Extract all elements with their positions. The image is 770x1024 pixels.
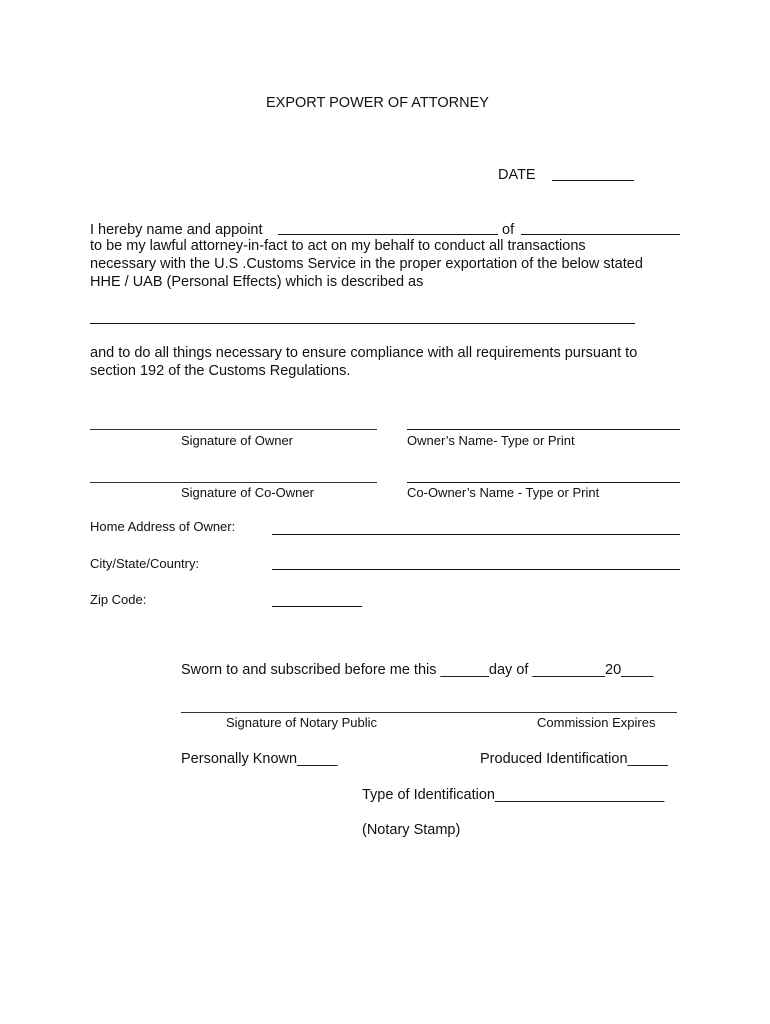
document-title: EXPORT POWER OF ATTORNEY [266,95,489,111]
sworn-statement: Sworn to and subscribed before me this ______day of _________20____ [181,662,654,678]
home-address-line[interactable] [272,534,680,535]
city-state-country-line[interactable] [272,569,680,570]
attorney-name-line[interactable] [278,234,498,235]
date-field-line[interactable] [552,180,634,181]
body-line-1: to be my lawful attorney-in-fact to act on my behalf to conduct all transactions [90,238,586,254]
notary-stamp: (Notary Stamp) [362,822,461,838]
home-address-label: Home Address of Owner: [90,519,236,534]
appoint-of: of [502,222,515,238]
date-label: DATE [498,167,536,183]
owner-name-line[interactable] [407,429,680,430]
zip-code-label: Zip Code: [90,592,147,607]
zip-code-line[interactable] [272,606,362,607]
owner-signature-label: Signature of Owner [181,433,294,448]
personally-known: Personally Known_____ [181,751,338,767]
compliance-line-1: and to do all things necessary to ensure compliance with all requirements pursuant to [90,345,638,361]
body-line-3: HHE / UAB (Personal Effects) which is described as [90,274,424,290]
notary-signature-line[interactable] [181,712,677,713]
notary-signature-label: Signature of Notary Public [226,715,378,730]
coowner-name-line[interactable] [407,482,680,483]
body-line-2: necessary with the U.S .Customs Service in the proper exportation of the below stated [90,256,643,272]
owner-name-label: Owner’s Name- Type or Print [407,433,575,448]
coowner-signature-label: Signature of Co-Owner [181,485,314,500]
owner-signature-line[interactable] [90,429,377,430]
produced-identification: Produced Identification_____ [480,751,668,767]
compliance-line-2: section 192 of the Customs Regulations. [90,363,351,379]
description-line[interactable] [90,323,635,324]
attorney-location-line[interactable] [521,234,680,235]
coowner-signature-line[interactable] [90,482,377,483]
appoint-prefix: I hereby name and appoint [90,222,263,238]
city-state-country-label: City/State/Country: [90,556,200,571]
commission-expires-label: Commission Expires [537,715,656,730]
coowner-name-label: Co-Owner’s Name - Type or Print [407,485,600,500]
type-of-identification: Type of Identification_____________________ [362,787,665,803]
